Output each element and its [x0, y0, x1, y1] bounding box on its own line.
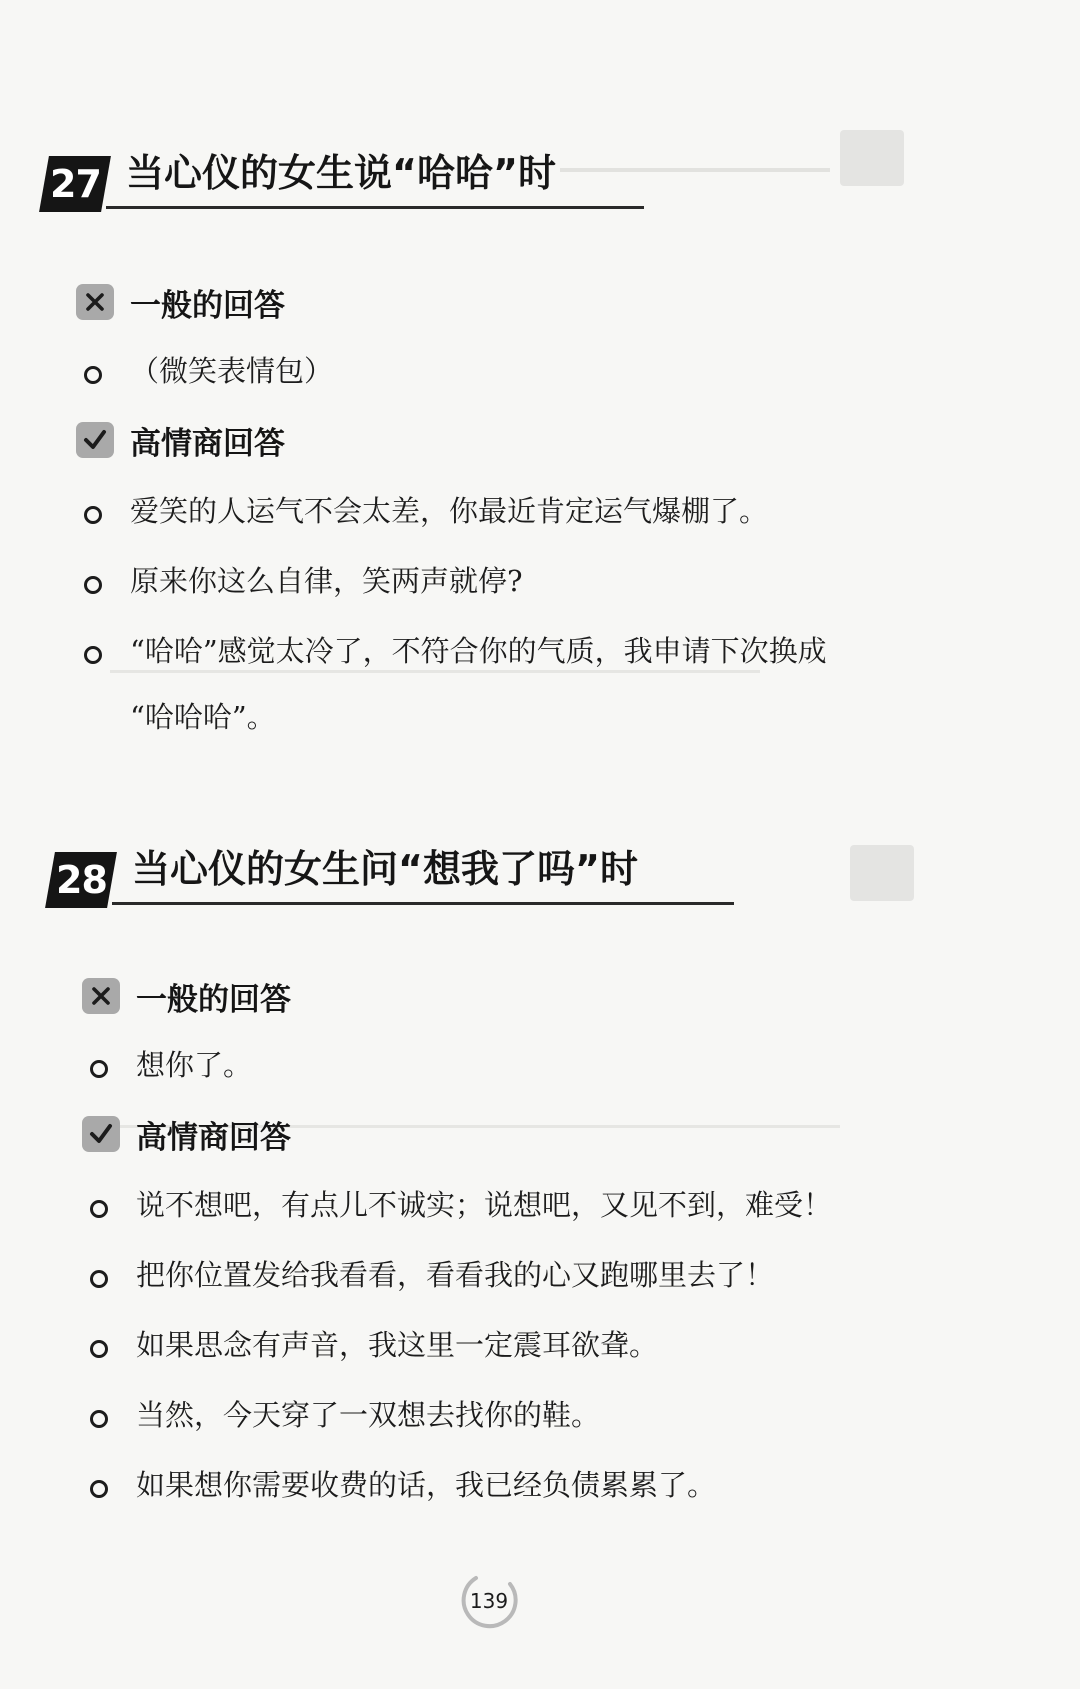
- section-title: 当心仪的女生说“哈哈”时: [126, 151, 556, 195]
- list-item-text: 当然，今天穿了一双想去找你的鞋。: [136, 1398, 601, 1432]
- list-item-text: 如果思念有声音，我这里一定震耳欲聋。: [136, 1328, 659, 1362]
- list-item-text: 原来你这么自律，笑两声就停?: [130, 564, 523, 598]
- list-item: [90, 1046, 990, 1098]
- bullet-icon: [90, 1200, 108, 1218]
- check-icon: [76, 422, 114, 458]
- list-item-text: （微笑表情包）: [130, 354, 334, 388]
- list-item-text: [130, 618, 827, 750]
- list-item: [90, 1396, 990, 1448]
- list-item: [84, 352, 984, 404]
- section-title: 当心仪的女生问“想我了吗”时: [132, 847, 638, 891]
- high-eq-answer-heading: [76, 420, 285, 460]
- list-item: [84, 562, 984, 614]
- page-number-badge: [458, 1570, 520, 1632]
- bleed-through-shadow: [850, 845, 914, 901]
- bullet-icon: [90, 1270, 108, 1288]
- list-item-text: 说不想吧，有点儿不诚实；说想吧，又见不到，难受！: [136, 1188, 833, 1222]
- section-number-badge: [39, 156, 111, 212]
- high-eq-answer-label: 高情商回答: [136, 1119, 291, 1156]
- list-item: [90, 1466, 990, 1518]
- list-item-line: “哈哈哈”。: [130, 700, 276, 734]
- bullet-icon: [90, 1060, 108, 1078]
- list-item: [84, 632, 984, 750]
- list-item: [90, 1186, 990, 1238]
- list-item: [90, 1326, 990, 1378]
- section-number-badge: [45, 852, 117, 908]
- high-eq-answer-label: 高情商回答: [130, 425, 285, 462]
- bleed-through-shadow: [560, 168, 830, 172]
- page-number: 139: [469, 1589, 509, 1613]
- section-number: 27: [49, 162, 101, 206]
- list-item-text: 想你了。: [136, 1048, 253, 1082]
- ordinary-answer-label: 一般的回答: [130, 287, 285, 324]
- list-item: [84, 492, 984, 544]
- bullet-icon: [90, 1410, 108, 1428]
- title-underline: [112, 902, 734, 905]
- bullet-icon: [84, 506, 102, 524]
- bullet-icon: [84, 366, 102, 384]
- section-number: 28: [55, 858, 107, 902]
- high-eq-answer-heading: [82, 1114, 291, 1154]
- list-item: [90, 1256, 990, 1308]
- list-item-text: 如果想你需要收费的话，我已经负债累累了。: [136, 1468, 717, 1502]
- bullet-icon: [90, 1340, 108, 1358]
- bullet-icon: [90, 1480, 108, 1498]
- list-item-line: “哈哈”感觉太冷了，不符合你的气质，我申请下次换成: [130, 634, 827, 668]
- ordinary-answer-heading: [82, 976, 291, 1016]
- check-icon: [82, 1116, 120, 1152]
- bullet-icon: [84, 576, 102, 594]
- list-item-text: 爱笑的人运气不会太差，你最近肯定运气爆棚了。: [130, 494, 769, 528]
- bleed-through-shadow: [840, 130, 904, 186]
- list-item-text: 把你位置发给我看看，看看我的心又跑哪里去了！: [136, 1258, 775, 1292]
- cross-icon: [76, 284, 114, 320]
- cross-icon: [82, 978, 120, 1014]
- bullet-icon: [84, 646, 102, 664]
- ordinary-answer-heading: [76, 282, 285, 322]
- ordinary-answer-label: 一般的回答: [136, 981, 291, 1018]
- title-underline: [106, 206, 644, 209]
